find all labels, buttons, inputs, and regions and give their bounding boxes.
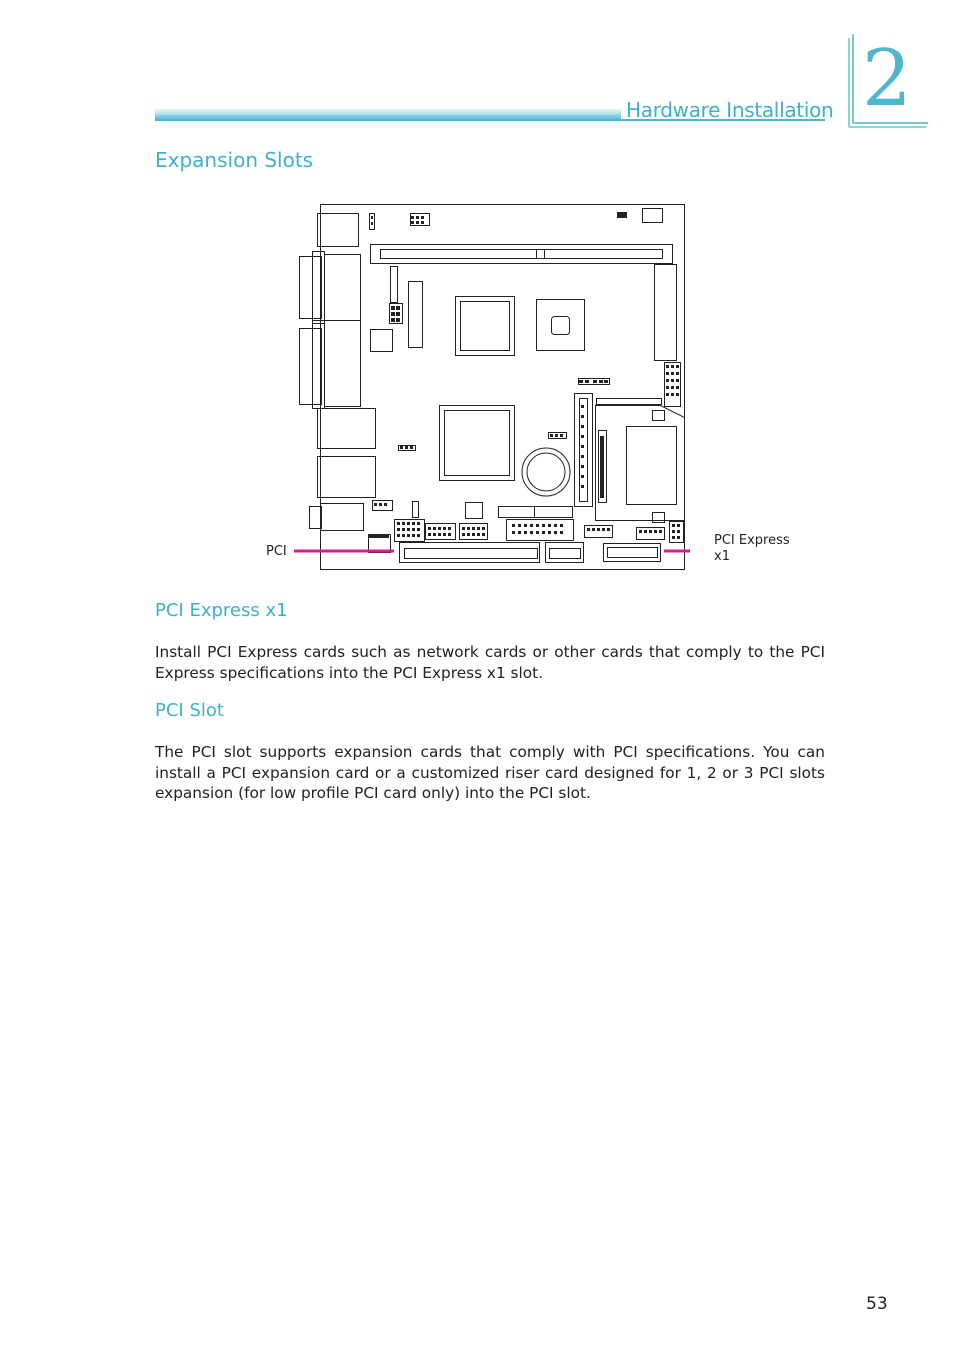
dimm-slot xyxy=(371,245,673,264)
pci-express-title: PCI Express x1 xyxy=(155,600,288,621)
power-connector xyxy=(655,265,677,361)
controller-chip xyxy=(537,300,585,351)
lan-port xyxy=(318,409,376,449)
section-title: Expansion Slots xyxy=(155,148,314,172)
pcie-x1-slot xyxy=(604,544,661,562)
northbridge-chip xyxy=(456,297,515,356)
pcie-callout-label-line2: x1 xyxy=(714,549,730,564)
pci-slot xyxy=(400,543,540,563)
compactflash-slot xyxy=(596,406,685,521)
board-outline xyxy=(321,205,685,570)
chapter-number: 2 xyxy=(862,34,912,124)
motherboard-diagram xyxy=(290,200,690,575)
audio-jack xyxy=(321,504,364,531)
pci-slot-title: PCI Slot xyxy=(155,700,224,721)
chapter-title: Hardware Installation xyxy=(626,98,834,122)
battery-icon xyxy=(522,448,570,496)
pci-slot-body: The PCI slot supports expansion cards that comply with PCI specifications. You can install a PCI expansion card or a customized riser card designed for 1, 2 or 3 PCI slots expansion (for low profile PCI card only) into the PCI slot. xyxy=(155,743,825,802)
page-number: 53 xyxy=(866,1294,888,1314)
usb-port xyxy=(318,457,376,498)
southbridge-chip xyxy=(440,406,515,481)
pci-callout-label: PCI xyxy=(266,544,287,559)
pci-express-body: Install PCI Express cards such as network cards or other cards that comply to the PCI Express specifications into the PCI Express x1 slot. xyxy=(155,643,825,682)
ide-connector xyxy=(575,394,593,507)
pcie-callout-label: PCI Express xyxy=(714,533,790,548)
